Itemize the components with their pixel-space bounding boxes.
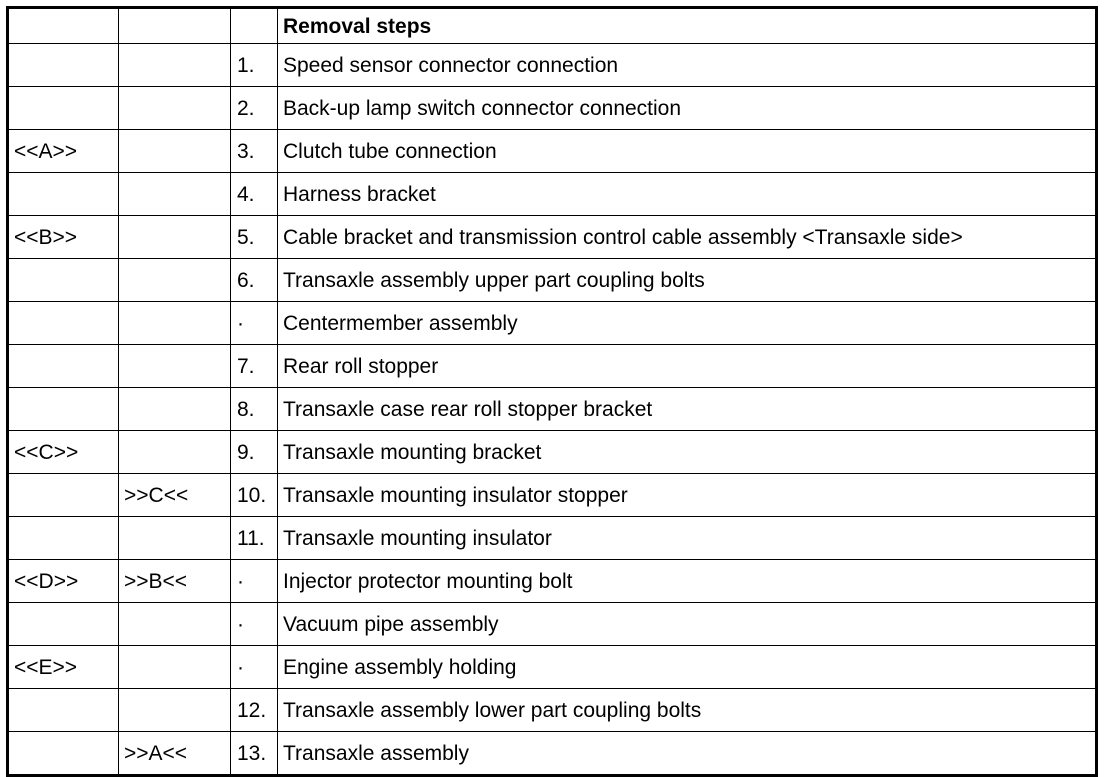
table-row xyxy=(8,732,1097,776)
installation-reference-mark xyxy=(119,44,231,87)
removal-reference-mark xyxy=(8,44,119,87)
table-header-row xyxy=(8,8,1097,44)
table-row xyxy=(8,44,1097,87)
table-row xyxy=(8,431,1097,474)
removal-steps-table xyxy=(6,6,1098,777)
step-number: · xyxy=(231,603,278,646)
table-row xyxy=(8,259,1097,302)
step-number: 4. xyxy=(231,173,278,216)
step-description: Transaxle assembly lower part coupling bolts xyxy=(278,689,1097,732)
step-number: 3. xyxy=(231,130,278,173)
installation-reference-mark xyxy=(119,87,231,130)
table-row xyxy=(8,173,1097,216)
step-number: 9. xyxy=(231,431,278,474)
removal-reference-mark xyxy=(8,689,119,732)
removal-reference-mark xyxy=(8,517,119,560)
installation-reference-mark: >>B<< xyxy=(119,560,231,603)
step-number: 8. xyxy=(231,388,278,431)
step-number: 5. xyxy=(231,216,278,259)
removal-reference-mark: <<D>> xyxy=(8,560,119,603)
step-description: Cable bracket and transmission control cable assembly <Transaxle side> xyxy=(278,216,1097,259)
step-description: Transaxle case rear roll stopper bracket xyxy=(278,388,1097,431)
header-install-ref-cell xyxy=(119,8,231,44)
table-row xyxy=(8,517,1097,560)
table-row xyxy=(8,603,1097,646)
installation-reference-mark xyxy=(119,216,231,259)
table-body xyxy=(8,44,1097,776)
installation-reference-mark xyxy=(119,388,231,431)
installation-reference-mark xyxy=(119,173,231,216)
step-number: 13. xyxy=(231,732,278,776)
step-description: Transaxle mounting insulator stopper xyxy=(278,474,1097,517)
installation-reference-mark xyxy=(119,345,231,388)
step-number: · xyxy=(231,560,278,603)
table-row xyxy=(8,87,1097,130)
installation-reference-mark xyxy=(119,431,231,474)
removal-reference-mark xyxy=(8,173,119,216)
step-description: Transaxle assembly upper part coupling bolts xyxy=(278,259,1097,302)
step-number: 6. xyxy=(231,259,278,302)
step-description: Back-up lamp switch connector connection xyxy=(278,87,1097,130)
removal-reference-mark xyxy=(8,474,119,517)
table-row xyxy=(8,130,1097,173)
table-row xyxy=(8,302,1097,345)
step-number: 11. xyxy=(231,517,278,560)
table-title: Removal steps xyxy=(278,8,1097,44)
step-number: 2. xyxy=(231,87,278,130)
step-number: 1. xyxy=(231,44,278,87)
table-row xyxy=(8,474,1097,517)
removal-reference-mark xyxy=(8,302,119,345)
step-description: Harness bracket xyxy=(278,173,1097,216)
table-row xyxy=(8,560,1097,603)
installation-reference-mark xyxy=(119,130,231,173)
removal-reference-mark xyxy=(8,259,119,302)
table-row xyxy=(8,689,1097,732)
table-row xyxy=(8,388,1097,431)
step-description: Engine assembly holding xyxy=(278,646,1097,689)
installation-reference-mark xyxy=(119,302,231,345)
removal-reference-mark xyxy=(8,603,119,646)
step-description: Vacuum pipe assembly xyxy=(278,603,1097,646)
installation-reference-mark xyxy=(119,646,231,689)
step-description: Speed sensor connector connection xyxy=(278,44,1097,87)
step-description: Injector protector mounting bolt xyxy=(278,560,1097,603)
step-description: Rear roll stopper xyxy=(278,345,1097,388)
step-description: Centermember assembly xyxy=(278,302,1097,345)
installation-reference-mark xyxy=(119,259,231,302)
installation-reference-mark xyxy=(119,603,231,646)
step-description: Transaxle assembly xyxy=(278,732,1097,776)
step-description: Transaxle mounting insulator xyxy=(278,517,1097,560)
table-row xyxy=(8,345,1097,388)
step-number: 12. xyxy=(231,689,278,732)
removal-reference-mark: <<A>> xyxy=(8,130,119,173)
removal-reference-mark: <<E>> xyxy=(8,646,119,689)
step-number: · xyxy=(231,646,278,689)
removal-reference-mark xyxy=(8,732,119,776)
step-number: 7. xyxy=(231,345,278,388)
header-removal-ref-cell xyxy=(8,8,119,44)
step-number: 10. xyxy=(231,474,278,517)
step-description: Clutch tube connection xyxy=(278,130,1097,173)
installation-reference-mark xyxy=(119,689,231,732)
installation-reference-mark xyxy=(119,517,231,560)
step-description: Transaxle mounting bracket xyxy=(278,431,1097,474)
installation-reference-mark: >>A<< xyxy=(119,732,231,776)
removal-reference-mark: <<B>> xyxy=(8,216,119,259)
header-step-number-cell xyxy=(231,8,278,44)
installation-reference-mark: >>C<< xyxy=(119,474,231,517)
removal-reference-mark xyxy=(8,87,119,130)
removal-reference-mark xyxy=(8,388,119,431)
step-number: · xyxy=(231,302,278,345)
removal-reference-mark: <<C>> xyxy=(8,431,119,474)
removal-reference-mark xyxy=(8,345,119,388)
table-row xyxy=(8,646,1097,689)
table-row xyxy=(8,216,1097,259)
